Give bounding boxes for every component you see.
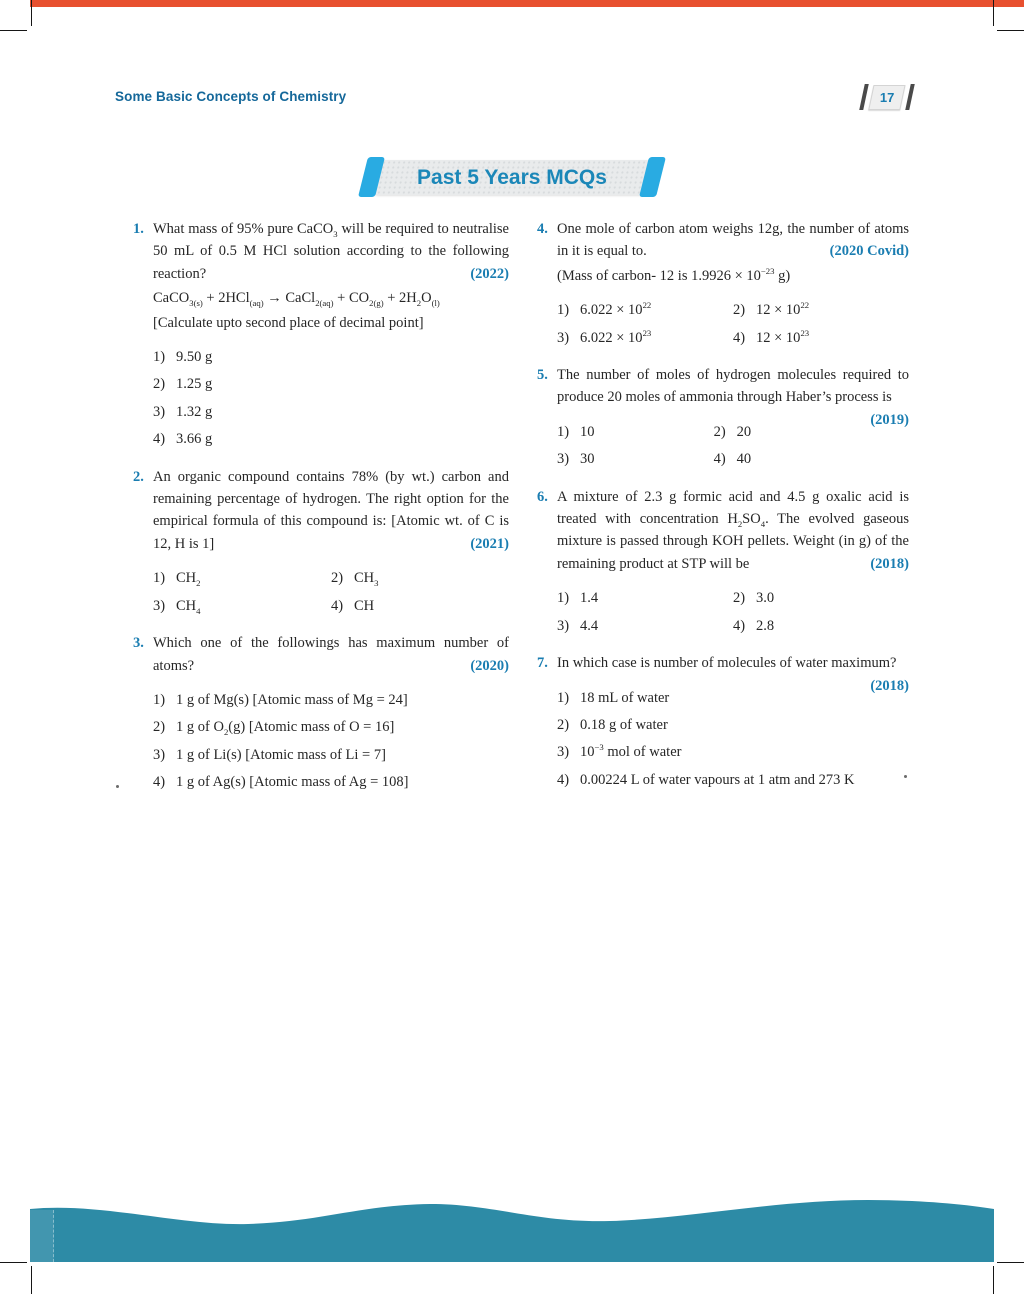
option-label: 4) xyxy=(153,774,166,791)
option-label: 3) xyxy=(557,329,570,346)
option-text: 3.66 g xyxy=(176,431,213,448)
question-body xyxy=(153,218,509,451)
option-label: 2) xyxy=(153,719,166,736)
question-year: (2019) xyxy=(870,411,909,428)
option-label: 3) xyxy=(557,617,570,634)
option-text: $6.022 \times 10^{23}$ xyxy=(580,327,652,346)
wave-light-strip xyxy=(30,1210,54,1262)
option-label: 3) xyxy=(153,597,166,614)
question-text: An organic compound contains 78% (by wt.) carbon and remaining percentage of hydrogen. The right option for the empirical formula of this compound is: [Atomic wt. of C is 12, H is 1] (2021) xyxy=(153,466,509,556)
options-list xyxy=(557,682,870,792)
question xyxy=(537,218,909,349)
options-list xyxy=(557,582,909,637)
question-text: What mass of 95% pure CaCO$_3$ will be required to neutralise 50 mL of 0.5 M HCl solution according to the following reaction? (2022) xyxy=(153,218,509,285)
question-number: 1. xyxy=(133,221,144,237)
questions-column-left xyxy=(133,218,509,809)
question-text: One mole of carbon atom weighs 12g, the number of atoms in it is equal to. (2020 Covid) xyxy=(557,218,909,263)
option-text: 20 xyxy=(736,423,752,440)
options-list xyxy=(153,341,509,451)
option-label: 1) xyxy=(557,689,570,706)
crop-mark xyxy=(0,1262,27,1263)
question xyxy=(537,364,909,471)
question-number: 4. xyxy=(537,221,548,237)
question-extra-line: (Mass of carbon- 12 is $1.9926 \times 10^{-23}$ g) xyxy=(557,265,791,284)
option-text: 3.0 xyxy=(756,590,775,607)
question-year: (2018) xyxy=(870,555,909,572)
page-number-badge xyxy=(859,84,915,110)
answer-option xyxy=(557,687,870,709)
answer-option xyxy=(733,615,909,637)
question-number: 6. xyxy=(537,488,548,505)
crop-mark xyxy=(993,1266,994,1294)
answer-option xyxy=(153,716,509,738)
option-label: 3) xyxy=(153,746,166,763)
badge-slant-bar xyxy=(859,84,869,110)
option-label: 3) xyxy=(557,744,570,761)
answer-option xyxy=(557,615,733,637)
question-extra-line: [Calculate upto second place of decimal point] xyxy=(153,314,424,331)
crop-mark xyxy=(997,30,1024,31)
question-text: The number of moles of hydrogen molecules required to produce 20 moles of ammonia through Haber’s process is (2019) xyxy=(557,364,909,409)
option-text: $CH_2$ xyxy=(176,570,201,589)
answer-option xyxy=(153,689,509,711)
answer-option xyxy=(733,587,909,609)
option-text: $CH_4$ xyxy=(176,597,201,616)
question xyxy=(133,218,509,451)
option-text: $12 \times 10^{23}$ xyxy=(756,327,810,346)
question-body xyxy=(153,632,509,793)
option-text: 4.4 xyxy=(580,617,599,634)
answer-option xyxy=(153,428,509,450)
answer-option xyxy=(153,771,509,793)
answer-option xyxy=(557,327,733,349)
answer-option xyxy=(557,448,714,470)
question-body xyxy=(557,652,909,791)
option-label: 1) xyxy=(557,423,570,440)
option-text: 1 g of Mg(s) [Atomic mass of Mg = 24] xyxy=(176,691,408,708)
option-label: 4) xyxy=(733,329,746,346)
option-text: CH xyxy=(354,597,375,614)
option-text: $12 \times 10^{22}$ xyxy=(756,300,810,319)
questions-column-right xyxy=(537,218,909,806)
section-title: Past 5 Years MCQs xyxy=(417,165,607,189)
option-label: 2) xyxy=(733,590,746,607)
section-banner xyxy=(360,157,664,198)
chapter-title: Some Basic Concepts of Chemistry xyxy=(115,89,347,104)
option-text: 40 xyxy=(736,451,752,468)
wave-decoration xyxy=(30,1200,994,1262)
question-body xyxy=(557,486,909,637)
page-number-box xyxy=(868,85,905,110)
question-number: 5. xyxy=(537,367,548,384)
answer-option xyxy=(557,299,733,321)
answer-option xyxy=(153,401,509,423)
crop-mark xyxy=(31,1266,32,1294)
option-label: 1) xyxy=(557,590,570,607)
question-number: 3. xyxy=(133,635,144,652)
answer-option xyxy=(733,299,909,321)
answer-option xyxy=(557,769,870,791)
option-label: 2) xyxy=(733,302,746,319)
option-label: 4) xyxy=(153,431,166,448)
answer-option xyxy=(331,567,509,589)
option-label: 2) xyxy=(331,570,344,587)
question-year: (2021) xyxy=(470,535,509,552)
option-text: 1 g of $O_2(g)$ [Atomic mass of O = 16] xyxy=(176,719,395,738)
option-text: 0.00224 L of water vapours at 1 atm and 273 K xyxy=(580,771,855,788)
question-year: (2020 Covid) xyxy=(829,243,909,260)
question xyxy=(537,486,909,637)
option-label: 4) xyxy=(557,771,570,788)
question-year: (2020) xyxy=(470,657,509,674)
answer-option xyxy=(153,744,509,766)
option-label: 3) xyxy=(557,451,570,468)
question-number: 7. xyxy=(537,655,548,672)
option-text: 0.18 g of water xyxy=(580,716,668,733)
question-number: 2. xyxy=(133,468,144,485)
question xyxy=(133,466,509,617)
option-label: 2) xyxy=(153,376,166,393)
option-label: 1) xyxy=(153,570,166,587)
crop-mark xyxy=(31,0,32,26)
answer-option xyxy=(557,714,870,736)
question-text: A mixture of 2.3 g formic acid and 4.5 g oxalic acid is treated with concentration $H_2SO_4$. The evolved gaseous mixture is passed through KOH pellets. Weight (in g) of the remaining product at STP will be (2018) xyxy=(557,486,909,576)
option-label: 1) xyxy=(153,691,166,708)
answer-option xyxy=(714,448,871,470)
page-number: 17 xyxy=(879,89,895,105)
question xyxy=(133,632,509,793)
option-text: 10 xyxy=(580,423,595,440)
answer-option xyxy=(153,595,331,617)
option-text: 1.32 g xyxy=(176,403,213,420)
answer-option xyxy=(153,567,331,589)
option-text: 2.8 xyxy=(756,617,775,634)
question xyxy=(537,652,909,791)
dot-mark xyxy=(116,785,119,788)
answer-option xyxy=(557,587,733,609)
option-text: $10^{-3}$ mol of water xyxy=(580,742,682,761)
answer-option xyxy=(733,327,909,349)
option-label: 2) xyxy=(713,423,726,440)
crop-mark xyxy=(997,1262,1024,1263)
option-text: 18 mL of water xyxy=(580,689,670,706)
answer-option xyxy=(557,741,870,763)
question-year: (2022) xyxy=(470,265,509,282)
question-body xyxy=(557,218,909,349)
question-text: Which one of the followings has maximum number of atoms? (2020) xyxy=(153,632,509,677)
crop-mark xyxy=(0,30,27,31)
dot-mark xyxy=(904,775,907,778)
option-text: 9.50 g xyxy=(176,349,213,366)
question-extra-line: CaCO$_{3(s)}$ + 2HCl$_{(aq)}$ → CaCl$_{2(aq)}$ + $CO_{2(g)} + 2H_2O_{(l)}$ xyxy=(153,290,440,309)
question-body xyxy=(557,364,909,471)
answer-option xyxy=(557,421,714,443)
question-text: In which case is number of molecules of water maximum? (2018) xyxy=(557,652,909,674)
option-label: 4) xyxy=(733,617,746,634)
question-body xyxy=(153,466,509,617)
option-text: $CH_3$ xyxy=(354,570,379,589)
option-text: 30 xyxy=(580,451,595,468)
options-list xyxy=(153,684,509,794)
option-text: 1 g of Ag(s) [Atomic mass of Ag = 108] xyxy=(176,774,409,791)
option-label: 3) xyxy=(153,403,166,420)
crop-mark xyxy=(993,0,994,26)
option-label: 4) xyxy=(713,451,726,468)
option-text: 1.4 xyxy=(580,590,599,607)
option-label: 1) xyxy=(557,302,570,319)
option-text: $6.022 \times 10^{22}$ xyxy=(580,300,652,319)
badge-slant-bar xyxy=(905,84,915,110)
answer-option xyxy=(153,346,509,368)
option-text: 1 g of Li(s) [Atomic mass of Li = 7] xyxy=(176,746,386,763)
options-list xyxy=(557,416,870,471)
question-year: (2018) xyxy=(870,677,909,694)
wave-shape xyxy=(30,1200,994,1262)
options-list xyxy=(153,562,509,617)
option-text: 1.25 g xyxy=(176,376,213,393)
options-list xyxy=(557,294,909,349)
answer-option xyxy=(153,373,509,395)
top-red-bar xyxy=(30,0,1024,7)
option-label: 4) xyxy=(331,597,344,614)
answer-option xyxy=(331,595,509,617)
option-label: 2) xyxy=(557,716,570,733)
option-label: 1) xyxy=(153,349,166,366)
answer-option xyxy=(714,421,871,443)
